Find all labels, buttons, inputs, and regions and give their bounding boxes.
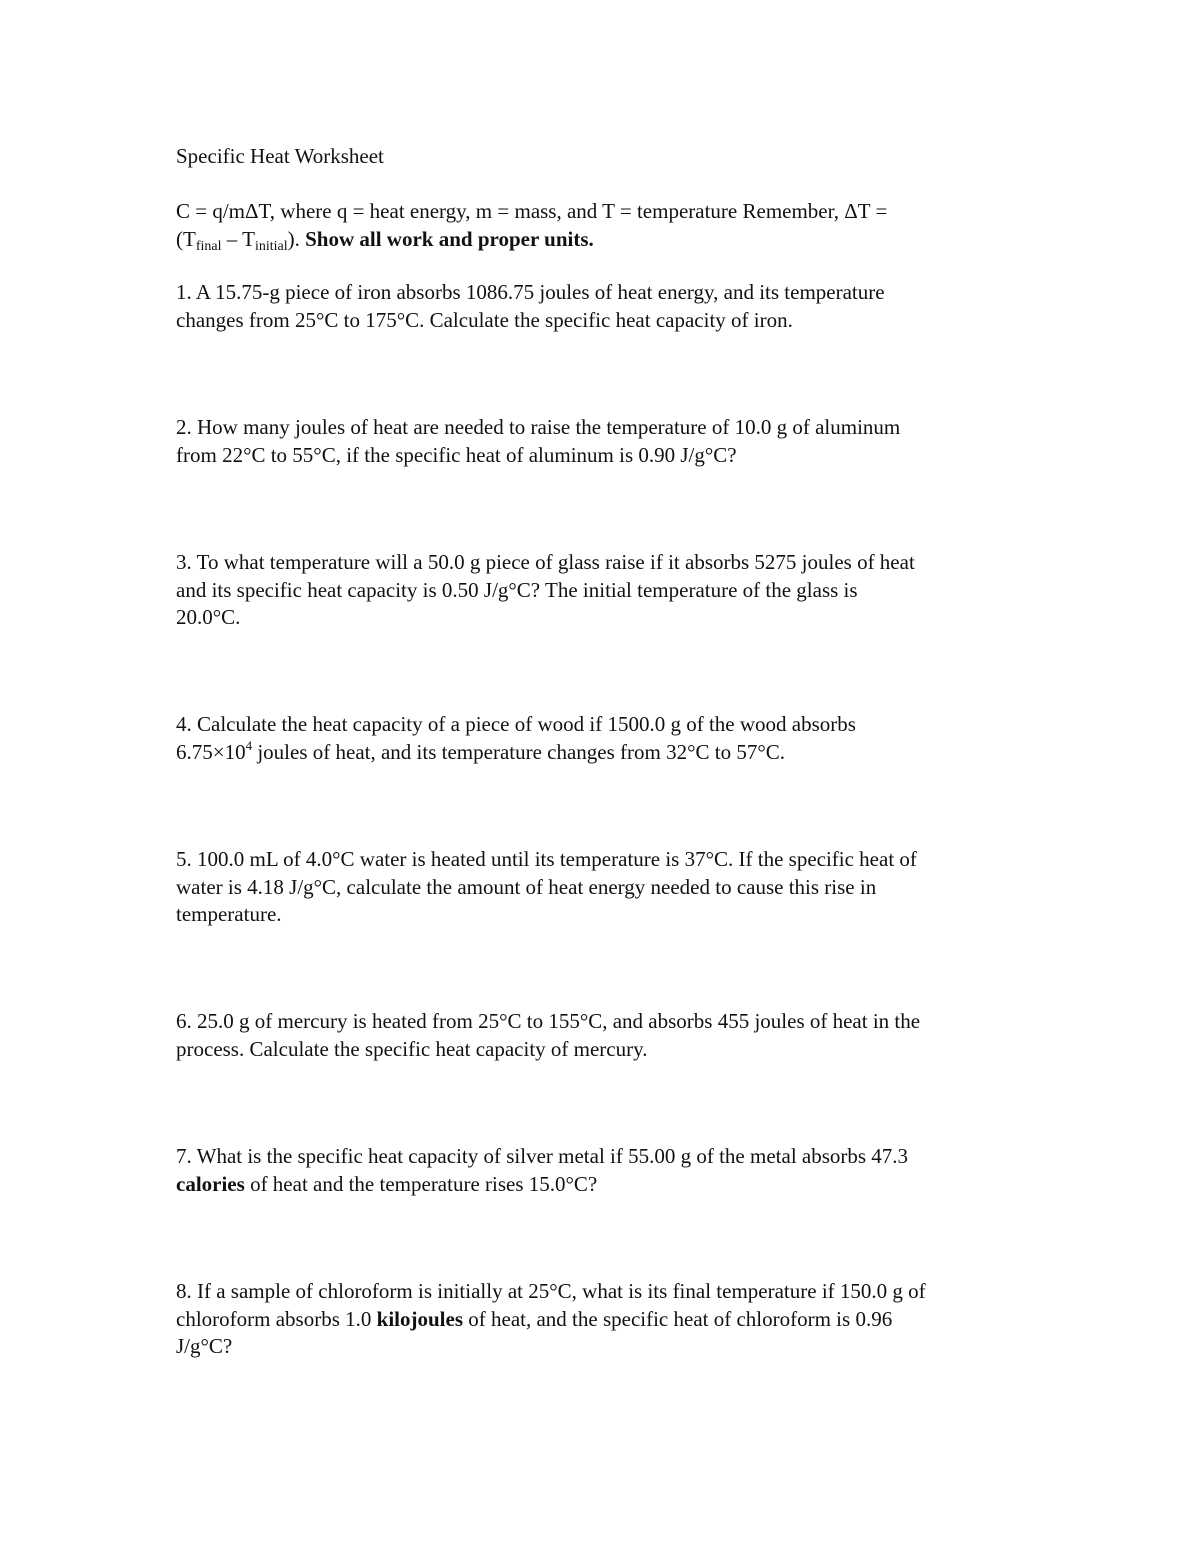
question-line: and its specific heat capacity is 0.50 J/g°C? The initial temperature of the glass is bbox=[176, 577, 858, 602]
question-line: 1. A 15.75-g piece of iron absorbs 1086.75 joules of heat energy, and its temperature bbox=[176, 280, 885, 304]
scientific-base: 6.75×10 bbox=[176, 739, 246, 764]
question-6 bbox=[176, 1008, 1056, 1063]
question-line: process. Calculate the specific heat capacity of mercury. bbox=[176, 1036, 648, 1061]
question-line: 8. If a sample of chloroform is initially at 25°C, what is its final temperature if 150.0 g of bbox=[176, 1279, 926, 1303]
question-line: 2. How many joules of heat are needed to raise the temperature of 10.0 g of aluminum bbox=[176, 415, 901, 439]
subscript-initial: initial bbox=[254, 239, 288, 254]
question-line: water is 4.18 J/g°C, calculate the amount of heat energy needed to cause this rise in bbox=[176, 874, 877, 899]
question-text: chloroform absorbs 1.0 bbox=[176, 1306, 377, 1331]
question-line: temperature. bbox=[176, 902, 282, 926]
question-line: changes from 25°C to 175°C. Calculate the specific heat capacity of iron. bbox=[176, 307, 793, 332]
question-1 bbox=[176, 279, 1056, 334]
question-line: 4. Calculate the heat capacity of a piece of wood if 1500.0 g of the wood absorbs bbox=[176, 712, 856, 736]
question-2 bbox=[176, 414, 1056, 469]
question-4 bbox=[176, 711, 1056, 766]
question-line: J/g°C? bbox=[176, 1334, 233, 1358]
formula-close-paren: ). bbox=[287, 227, 306, 251]
emphasis-calories: calories bbox=[176, 1171, 245, 1196]
formula-open-paren: (T bbox=[176, 227, 196, 251]
question-5 bbox=[176, 846, 1056, 929]
question-line bbox=[176, 739, 1056, 767]
instruction-text: Show all work and proper units. bbox=[305, 227, 594, 251]
question-line: 3. To what temperature will a 50.0 g piece of glass raise if it absorbs 5275 joules of heat bbox=[176, 550, 915, 574]
formula-intro bbox=[176, 197, 1036, 253]
question-line: 6. 25.0 g of mercury is heated from 25°C to 155°C, and absorbs 455 joules of heat in the bbox=[176, 1009, 921, 1033]
question-8 bbox=[176, 1278, 1056, 1361]
formula-line-1: C = q/mΔT, where q = heat energy, m = mass, and T = temperature Remember, ΔT = bbox=[176, 199, 888, 223]
question-line bbox=[176, 1306, 1056, 1334]
subscript-final: final bbox=[195, 239, 222, 254]
emphasis-kilojoules: kilojoules bbox=[376, 1306, 463, 1331]
question-line: 7. What is the specific heat capacity of silver metal if 55.00 g of the metal absorbs 47.3 bbox=[176, 1144, 909, 1168]
question-text: joules of heat, and its temperature changes from 32°C to 57°C. bbox=[252, 739, 786, 764]
question-3 bbox=[176, 549, 1056, 632]
question-7 bbox=[176, 1143, 1056, 1198]
question-text: of heat and the temperature rises 15.0°C? bbox=[244, 1171, 598, 1196]
question-line: 20.0°C. bbox=[176, 605, 241, 629]
question-text: of heat, and the specific heat of chloroform is 0.96 bbox=[463, 1306, 893, 1331]
worksheet-title: Specific Heat Worksheet bbox=[176, 144, 384, 168]
question-line: 5. 100.0 mL of 4.0°C water is heated until its temperature is 37°C. If the specific heat of bbox=[176, 847, 917, 871]
exponent: 4 bbox=[245, 737, 253, 753]
question-line bbox=[176, 1171, 1056, 1199]
formula-minus: – T bbox=[221, 227, 255, 251]
formula-line-2 bbox=[176, 225, 1036, 253]
question-line: from 22°C to 55°C, if the specific heat of aluminum is 0.90 J/g°C? bbox=[176, 442, 737, 467]
